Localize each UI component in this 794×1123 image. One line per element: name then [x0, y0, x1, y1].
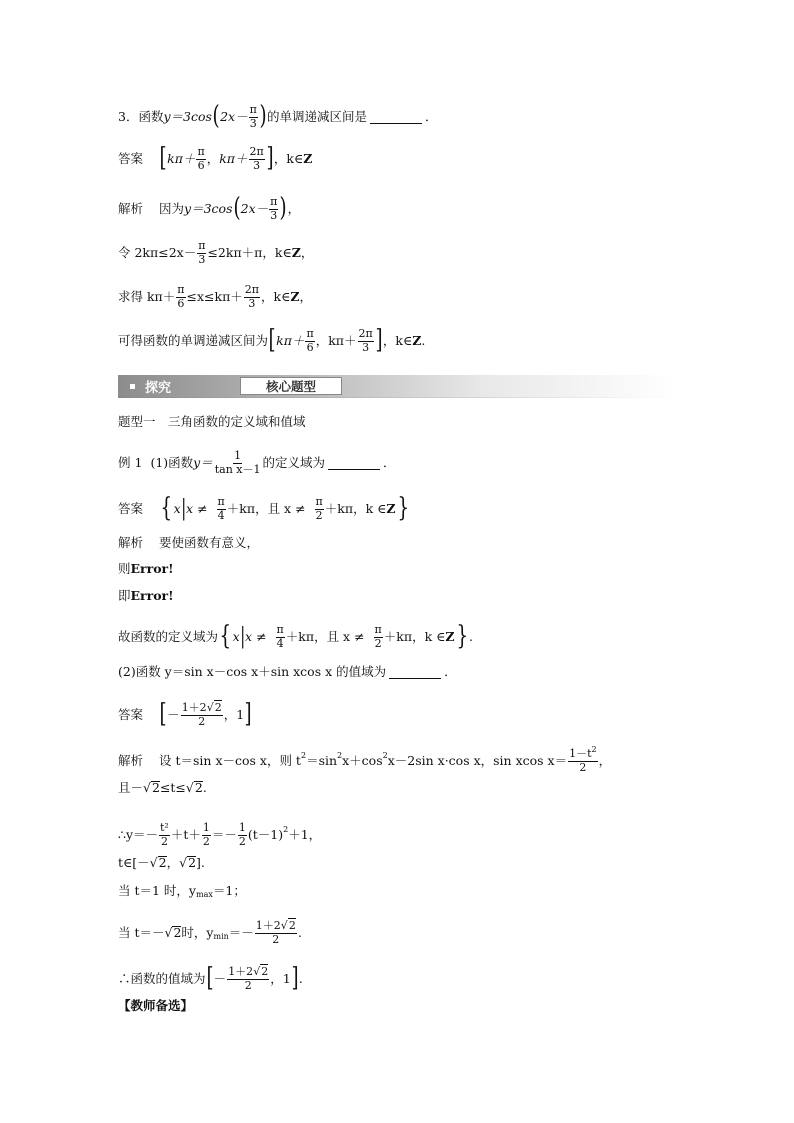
- error-text: Error!: [130, 561, 174, 576]
- answer-label: 答案: [118, 706, 144, 722]
- line-qiude: [118, 284, 312, 310]
- fraction-sqrt: $\frac{1+2√2}{2}$: [181, 701, 222, 728]
- teacher-text: 【教师备选】: [118, 998, 194, 1013]
- there-sup: 2: [283, 825, 289, 835]
- ana2-text: 要使函数有意义，: [159, 535, 260, 550]
- error-text: Error!: [130, 588, 174, 603]
- answer-blank: [370, 111, 422, 124]
- answer-label: 答案: [118, 500, 144, 516]
- final-nr2: 2: [261, 965, 269, 978]
- integers-symbol: Z: [386, 500, 396, 516]
- fraction-pi-6: $\frac{\pi}{6}$: [197, 145, 205, 172]
- fraction-2pi-3: $\frac{2\pi}{3}$: [358, 327, 373, 354]
- topic-heading: [118, 416, 306, 429]
- there-f1d: 2: [160, 834, 168, 848]
- dang2-sub: min: [213, 932, 229, 942]
- ans3-num: 1＋2: [181, 701, 207, 714]
- integers-symbol: Z: [290, 288, 300, 304]
- integers-symbol: Z: [445, 628, 455, 644]
- ana1-tail: ，: [287, 200, 301, 216]
- dang1-sub: max: [196, 890, 213, 900]
- line-ji: [118, 590, 174, 603]
- there-f2n: 1: [202, 821, 210, 834]
- final-tail: ，1: [270, 970, 291, 986]
- ana3-d: x－2sin x·cos x，sin xcos x＝: [387, 752, 568, 768]
- analysis-label: 解析: [118, 535, 144, 550]
- there-e: ＋1，: [288, 826, 322, 842]
- there-f2d: 2: [202, 834, 210, 848]
- fraction-1-2: [202, 822, 211, 848]
- final-minus: －: [213, 970, 227, 986]
- dang2-num: 1＋2: [255, 919, 281, 932]
- ex1-dot: ．: [383, 454, 396, 470]
- final-num: 1＋2: [228, 965, 254, 978]
- ana3-sup: 2: [300, 751, 307, 761]
- final-text: ∴函数的值域为: [118, 970, 206, 986]
- fraction-pi-2: $\frac{\pi}{2}$: [374, 623, 382, 650]
- qie-r2b: 2: [194, 780, 203, 795]
- ling-mid: ≤2kπ＋π，k∈: [207, 244, 292, 260]
- integers-symbol: Z: [303, 150, 313, 166]
- ana1-text: 因为: [159, 200, 185, 216]
- analysis-3: [118, 745, 612, 774]
- dang1-a: 当 t＝1 时，y: [118, 883, 196, 898]
- banner-right: [240, 377, 342, 395]
- ana3-c: x＋cos: [342, 752, 383, 768]
- part-2: [118, 666, 457, 679]
- ans1-c: kπ＋: [219, 150, 248, 166]
- ex1-num: 1: [234, 449, 242, 462]
- final-den: 2: [244, 978, 252, 992]
- ans1-b: ，: [206, 150, 220, 166]
- ana3-den: 2: [579, 760, 587, 774]
- there-d: (t－1): [247, 826, 284, 842]
- line-kede: 可得函数的单调递减区间为 [ kπ＋ $\frac{\pi}{6}$ ，kπ＋ $\frac{2\pi}{3}$ ] ，k∈ Z .: [118, 325, 426, 356]
- dang2-c: ＝－: [228, 924, 254, 940]
- dang2-den: 2: [272, 932, 280, 946]
- there-b: ＋t＋: [170, 826, 201, 842]
- ji-pre: 即: [118, 588, 131, 603]
- line-therefore: [118, 822, 321, 848]
- teacher-section-heading: [118, 1000, 193, 1013]
- ke-a: kπ＋: [276, 332, 305, 348]
- final-end: .: [298, 970, 303, 986]
- line-ze: [118, 563, 174, 576]
- fraction-pi-6: $\frac{\pi}{6}$: [306, 327, 314, 354]
- there-f3d: 2: [238, 834, 246, 848]
- fraction-t2-2: [159, 822, 170, 848]
- p2-text: (2)函数 y＝sin x－cos x＋sin xcos x 的值域为: [118, 664, 387, 680]
- ans3-tail: ，1: [223, 706, 245, 722]
- square-bullet-icon: [130, 384, 135, 389]
- analysis-label: 解析: [118, 200, 144, 216]
- ana3-tail: ，: [598, 752, 612, 768]
- gu-neq: x ≠: [245, 628, 267, 644]
- q3-expr: 2x－: [220, 108, 248, 124]
- there-a: ∴y＝－: [118, 826, 159, 842]
- qiu-tail: ，: [299, 288, 312, 304]
- q3-tail: 的单调递减区间是: [266, 108, 367, 124]
- qie-b: ≤t≤: [159, 779, 186, 795]
- trange-b: ，: [166, 854, 180, 870]
- q3-dot: ．: [425, 108, 438, 124]
- ana3-sup: 2: [337, 751, 343, 761]
- ke-text: 可得函数的单调递减区间为: [118, 332, 269, 348]
- fraction-pi-6: $\frac{\pi}{6}$: [177, 283, 185, 310]
- line-final: ∴函数的值域为 [ － $\frac{1+2√2}{2}$ ，1 ] .: [118, 963, 303, 994]
- ana1-eq: y＝3cos: [184, 200, 233, 216]
- fraction-1-2: [238, 822, 247, 848]
- gu-x: x: [232, 628, 240, 644]
- ana1-expr: 2x－: [240, 200, 269, 216]
- ans2-k2: ＋kπ，k ∈: [324, 500, 387, 516]
- qie-a: 且－: [118, 779, 144, 795]
- ke-b: ，kπ＋: [315, 332, 357, 348]
- trange-a: t∈[－: [118, 854, 150, 870]
- fraction-2pi-3: $\frac{2\pi}{3}$: [249, 145, 264, 172]
- ex1-tail: 的定义域为: [262, 454, 325, 470]
- banner-right-label: 核心题型: [265, 379, 316, 394]
- ans1-a: kπ＋: [167, 150, 196, 166]
- dang2-tail: .: [297, 924, 302, 940]
- answer-label: 答案: [118, 150, 144, 166]
- line-qie: 且－ √ 2 ≤t≤ √ 2 .: [118, 779, 207, 795]
- line-trange: t∈[－ √ 2 ， √ 2 ].: [118, 854, 205, 870]
- fraction-pi-3: $\frac{\pi}{3}$: [270, 195, 278, 222]
- topic-text: 题型一 三角函数的定义域和值域: [118, 414, 306, 429]
- trange-r2b: 2: [188, 855, 197, 870]
- gu-k1: ＋kπ，且 x ≠: [285, 628, 365, 644]
- fraction-sqrt: $\frac{1+2√2}{2}$: [255, 919, 296, 946]
- ex1-eq: y＝: [193, 454, 213, 470]
- ana3-a: 设 t＝sin x－cos x，则 t: [159, 752, 301, 768]
- analysis-2: [118, 537, 259, 550]
- ans2-k1: ＋kπ，且 x ≠: [226, 500, 306, 516]
- line-dang-1: [118, 885, 246, 898]
- fraction-pi-4: $\frac{\pi}{4}$: [276, 623, 284, 650]
- ke-k: ，k∈: [382, 332, 413, 348]
- qie-r2a: 2: [151, 780, 160, 795]
- ans2-x: x: [173, 500, 181, 516]
- ans3-minus: －: [167, 706, 180, 722]
- q3-equation: y＝3cos: [163, 108, 212, 124]
- section-banner: [118, 375, 678, 397]
- gu-tail: .: [469, 628, 474, 644]
- fraction-2pi-3: $\frac{2\pi}{3}$: [244, 283, 260, 310]
- ex1-part: (1)函数: [150, 454, 194, 470]
- fraction-pi-3: $\frac{\pi}{3}$: [249, 103, 257, 130]
- fraction-pi-3: $\frac{\pi}{3}$: [198, 239, 206, 266]
- dang2-r2: 2: [173, 925, 182, 941]
- ans3-r2: 2: [214, 701, 222, 714]
- fraction-1-t2: [568, 745, 598, 774]
- integers-symbol: Z: [412, 332, 422, 348]
- integers-symbol: Z: [291, 244, 301, 260]
- analysis-label: 解析: [118, 752, 144, 768]
- example-1: [118, 450, 396, 476]
- answer-2: 答案 { x | x ≠ $\frac{\pi}{4}$ ＋kπ，且 x ≠ $\frac{\pi}{2}$ ＋kπ，k ∈ Z }: [118, 493, 409, 524]
- line-dang-2: 当 t＝－ √ 2 时，y min ＝－ $\frac{1+2√2}{2}$ .: [118, 919, 302, 946]
- ling-tail: ，: [300, 244, 314, 260]
- question-3: 3．函数 y＝3cos ( 2x－ $\frac{\pi}{3}$ ) 的单调递减区间是 ．: [118, 101, 438, 132]
- there-f3n: 1: [238, 821, 246, 834]
- trange-tail: ].: [196, 854, 205, 870]
- dang1-b: ＝1；: [212, 883, 246, 898]
- fraction-pi-2: $\frac{\pi}{2}$: [315, 495, 323, 522]
- analysis-1: 解析 因为 y＝3cos ( 2x－ $\frac{\pi}{3}$ ) ，: [118, 193, 301, 224]
- gu-text: 故函数的定义域为: [118, 628, 219, 644]
- qiu-k: ，k∈: [261, 288, 291, 304]
- answer-3: 答案 [ － $\frac{1+2√2}{2}$ ，1 ]: [118, 699, 252, 730]
- ke-tail: .: [421, 332, 426, 348]
- answer-blank: [389, 666, 441, 679]
- dang2-a: 当 t＝－: [118, 924, 165, 940]
- there-f1n: t²: [160, 821, 169, 834]
- ana3-num-sup: 2: [591, 745, 597, 754]
- ana3-num: 1－t: [569, 747, 592, 760]
- ex1-den: tan x－1: [214, 462, 261, 476]
- banner-underline: [118, 397, 678, 398]
- fraction-sqrt: $\frac{1+2√2}{2}$: [228, 965, 269, 992]
- trange-r2a: 2: [158, 855, 167, 870]
- answer-blank: [328, 457, 380, 470]
- q3-number: 3．函数: [118, 108, 164, 124]
- banner-left: [130, 375, 171, 397]
- ze-pre: 则: [118, 561, 131, 576]
- there-c: ＝－: [211, 826, 237, 842]
- ling-text: 令 2kπ≤2x－: [118, 244, 197, 260]
- line-gu: 故函数的定义域为 { x | x ≠ $\frac{\pi}{4}$ ＋kπ，且 x ≠ $\frac{\pi}{2}$ ＋kπ，k ∈ Z } .: [118, 621, 474, 652]
- fraction-pi-4: $\frac{\pi}{4}$: [217, 495, 225, 522]
- qiu-mid: ≤x≤kπ＋: [186, 288, 243, 304]
- answer-1: 答案 [ kπ＋ $\frac{\pi}{6}$ ， kπ＋ $\frac{2\pi}{3}$ ] ，k∈ Z: [118, 143, 313, 174]
- ana3-sup: 2: [382, 751, 388, 761]
- ana3-b: ＝sin: [306, 752, 338, 768]
- fraction-tan: [214, 450, 262, 476]
- ans2-neq: x ≠: [186, 500, 208, 516]
- qiu-text: 求得 kπ＋: [118, 288, 176, 304]
- dang2-nr2: 2: [288, 919, 296, 932]
- gu-k2: ＋kπ，k ∈: [383, 628, 446, 644]
- ans1-d: ，k∈: [273, 150, 304, 166]
- qie-tail: .: [202, 779, 207, 795]
- line-ling: [118, 240, 313, 266]
- p2-dot: ．: [444, 664, 457, 680]
- ans3-den: 2: [198, 714, 206, 728]
- banner-left-label: 探究: [145, 380, 172, 396]
- dang2-b: 时，y: [181, 924, 214, 940]
- ex1-label: 例 1: [118, 454, 143, 470]
